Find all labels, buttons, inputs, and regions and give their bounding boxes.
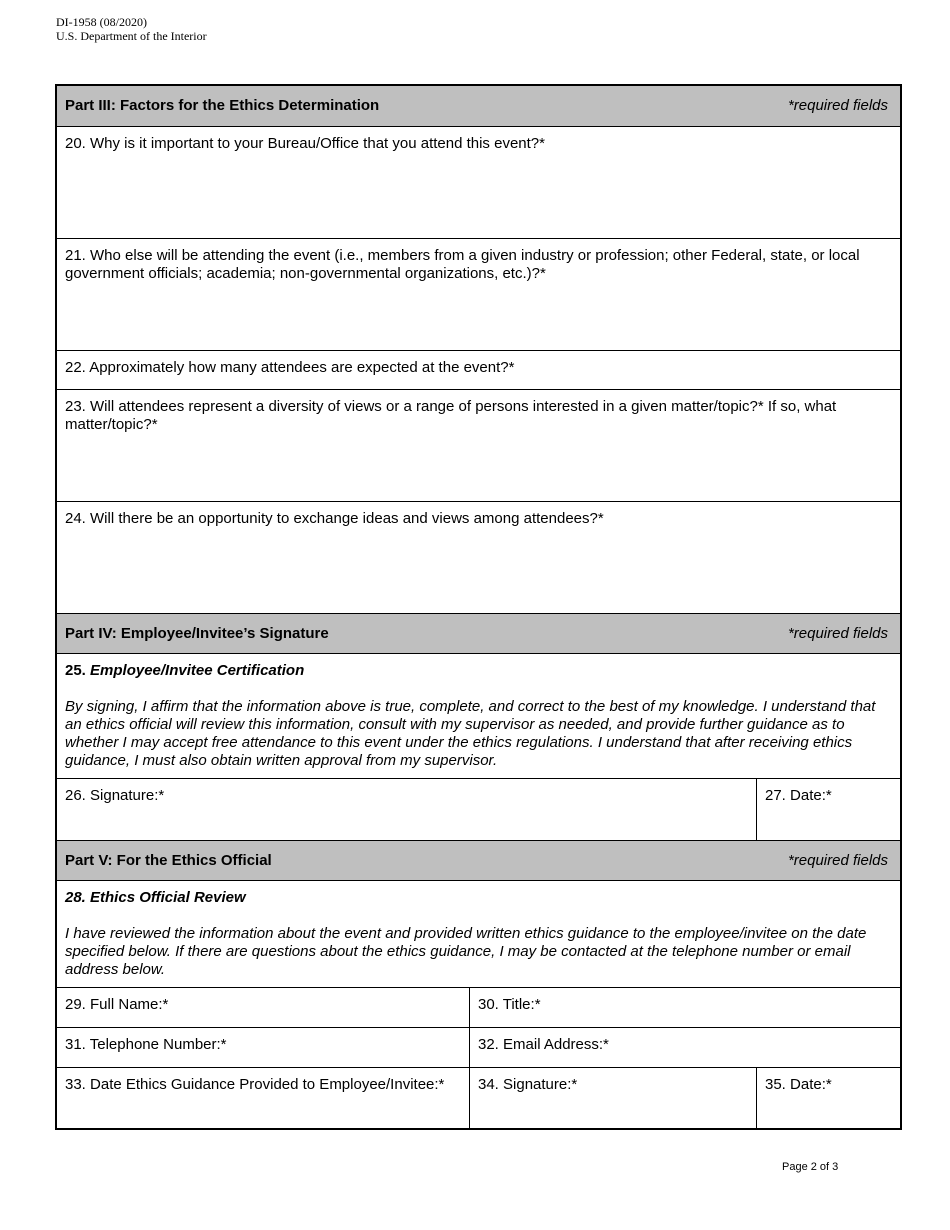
part4-required-note: *required fields (787, 624, 888, 642)
part5-title: Part V: For the Ethics Official (65, 851, 272, 869)
part4-header (57, 613, 900, 653)
question-24-label: 24. Will there be an opportunity to exchange ideas and views among attendees?* (65, 510, 604, 527)
question-23-label: 23. Will attendees represent a diversity of views or a range of persons interested in a given matter/topic?* If so, what matter/topic?* (65, 398, 837, 433)
title-label: 30. Title:* (478, 996, 541, 1013)
guidance-date-label: 33. Date Ethics Guidance Provided to Employee/Invitee:* (65, 1076, 445, 1093)
full-name-field[interactable] (57, 988, 469, 1027)
telephone-label: 31. Telephone Number:* (65, 1036, 227, 1053)
part5-header (57, 840, 900, 880)
part3-header (57, 86, 900, 126)
question-20-field[interactable] (57, 126, 900, 238)
employee-signature-label: 26. Signature:* (65, 787, 165, 804)
full-name-label: 29. Full Name:* (65, 996, 169, 1013)
employee-date-field[interactable] (756, 779, 900, 840)
question-24-field[interactable] (57, 501, 900, 613)
email-label: 32. Email Address:* (478, 1036, 609, 1053)
certification-title: Employee/Invitee Certification (90, 662, 305, 679)
telephone-field[interactable] (57, 1028, 469, 1067)
official-signature-row (57, 1067, 900, 1128)
official-name-row (57, 987, 900, 1027)
question-21-field[interactable] (57, 238, 900, 350)
question-22-label: 22. Approximately how many attendees are expected at the event?* (65, 359, 515, 376)
form-number: DI-1958 (08/2020) (56, 15, 147, 29)
ethics-form (55, 84, 902, 1130)
ethics-review-text: I have reviewed the information about the event and provided written ethics guidance to the employee/invitee on the date specified below. If there are questions about the ethics guidance, I may be contacted at the telephone number or email address below. (65, 925, 867, 978)
guidance-date-field[interactable] (57, 1068, 469, 1128)
question-22-field[interactable] (57, 350, 900, 389)
question-20-label: 20. Why is it important to your Bureau/Office that you attend this event?* (65, 135, 545, 152)
page-number: Page 2 of 3 (782, 1161, 839, 1173)
certification-text: By signing, I affirm that the information above is true, complete, and correct to the best of my knowledge. I understand that an ethics official will review this information, consult with my supervisor as needed, and provide further guidance as to whether I may accept free attendance to this event under the ethics regulations. I understand that after receiving ethics guidance, I must also obtain written approval from my supervisor. (65, 698, 876, 769)
certification-number: 25. (65, 662, 86, 679)
part3-required-note: *required fields (787, 97, 888, 114)
ethics-review-heading: 28. Ethics Official Review (65, 889, 246, 906)
employee-date-label: 27. Date:* (765, 787, 832, 804)
official-contact-row (57, 1027, 900, 1067)
agency-name: U.S. Department of the Interior (56, 29, 207, 43)
question-21-label: 21. Who else will be attending the event (i.e., members from a given industry or profession; other Federal, state, or local government officials; academia; non-governmental organizations, etc.)?* (65, 247, 860, 282)
part5-required-note: *required fields (787, 851, 888, 869)
email-field[interactable] (469, 1028, 900, 1067)
certification-block (57, 653, 900, 778)
question-23-field[interactable] (57, 389, 900, 501)
part4-title: Part IV: Employee/Invitee’s Signature (65, 624, 329, 642)
employee-signature-field[interactable] (57, 779, 756, 840)
employee-signature-row (57, 778, 900, 840)
official-signature-label: 34. Signature:* (478, 1076, 578, 1093)
certification-heading (65, 662, 892, 680)
title-field[interactable] (469, 988, 900, 1027)
part3-title: Part III: Factors for the Ethics Determination (65, 97, 380, 114)
official-date-field[interactable] (756, 1068, 900, 1128)
official-signature-field[interactable] (469, 1068, 756, 1128)
form-header (56, 15, 207, 43)
official-date-label: 35. Date:* (765, 1076, 832, 1093)
ethics-review-block (57, 880, 900, 987)
